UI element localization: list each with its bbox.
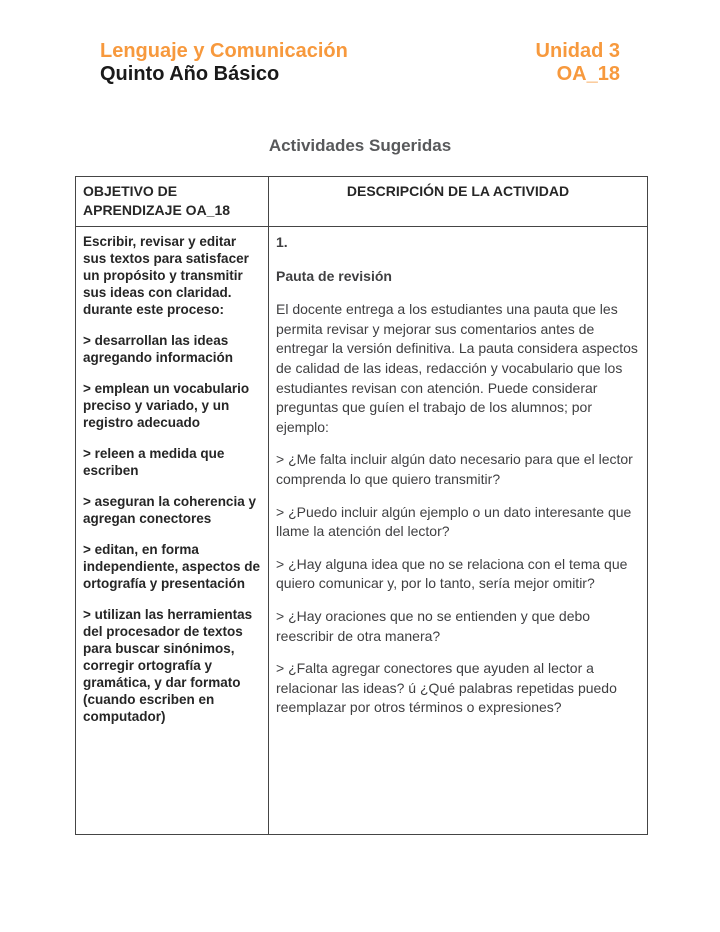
activity-description: El docente entrega a los estudiantes una pauta que les permita revisar y mejorar sus comentarios antes de entregar la versión definitiva. La pauta considera aspectos de calidad de las ideas, redacción y vocabulario que los estudiantes revisan con atención. Puede considerar preguntas que guíen el trabajo de los alumnos; por ejemplo: [276, 301, 638, 435]
objective-bullet: > desarrollan las ideas agregando información [83, 333, 234, 365]
grade-title: Quinto Año Básico [100, 63, 280, 85]
document-header [0, 0, 720, 86]
activity-question: > ¿Hay alguna idea que no se relaciona con el tema que quiero comunicar y, por lo tanto, sería mejor omitir? [276, 555, 628, 592]
activity-number: 1. [276, 234, 288, 250]
activity-question: > ¿Falta agregar conectores que ayuden al lector a relacionar las ideas? ú ¿Qué palabras repetidas puedo reemplazar por otros términos o expresiones? [276, 660, 617, 716]
header-right-block [536, 40, 620, 86]
description-column-header: DESCRIPCIÓN DE LA ACTIVIDAD [269, 177, 647, 227]
unit-label: Unidad 3 [535, 40, 620, 62]
page-title: Actividades Sugeridas [268, 136, 452, 155]
activity-title: Pauta de revisión [276, 267, 392, 284]
activity-cell [269, 227, 647, 834]
objective-bullet: > releen a medida que escriben [83, 446, 225, 478]
activity-question-list [276, 450, 640, 718]
objective-bullet: > editan, en forma independiente, aspectos de ortografía y presentación [83, 542, 261, 591]
objective-bullet-list [83, 332, 261, 725]
oa-code-label: OA_18 [556, 63, 620, 85]
activity-question: > ¿Hay oraciones que no se entienden y que debo reescribir de otra manera? [276, 607, 591, 644]
objective-intro-text: Escribir, revisar y editar sus textos para satisfacer un propósito y transmitir sus ideas con claridad. durante este proceso: [83, 234, 249, 317]
activity-question: > ¿Puedo incluir algún ejemplo o un dato interesante que llame la atención del lector? [276, 503, 632, 540]
objective-column-header: OBJETIVO DE APRENDIZAJE OA_18 [76, 177, 269, 227]
objective-cell [76, 227, 269, 834]
activities-table [75, 176, 648, 835]
objective-bullet: > aseguran la coherencia y agregan conectores [83, 494, 256, 526]
objective-bullet: > emplean un vocabulario preciso y variado, y un registro adecuado [83, 381, 250, 430]
activity-question: > ¿Me falta incluir algún dato necesario para que el lector comprenda lo que quiero transmitir? [276, 451, 633, 487]
objective-bullet: > utilizan las herramientas del procesador de textos para buscar sinónimos, corregir ortografía y gramática, y dar formato (cuando escriben en computador) [83, 607, 253, 724]
header-left-block [100, 40, 348, 86]
subject-title: Lenguaje y Comunicación [100, 40, 348, 62]
